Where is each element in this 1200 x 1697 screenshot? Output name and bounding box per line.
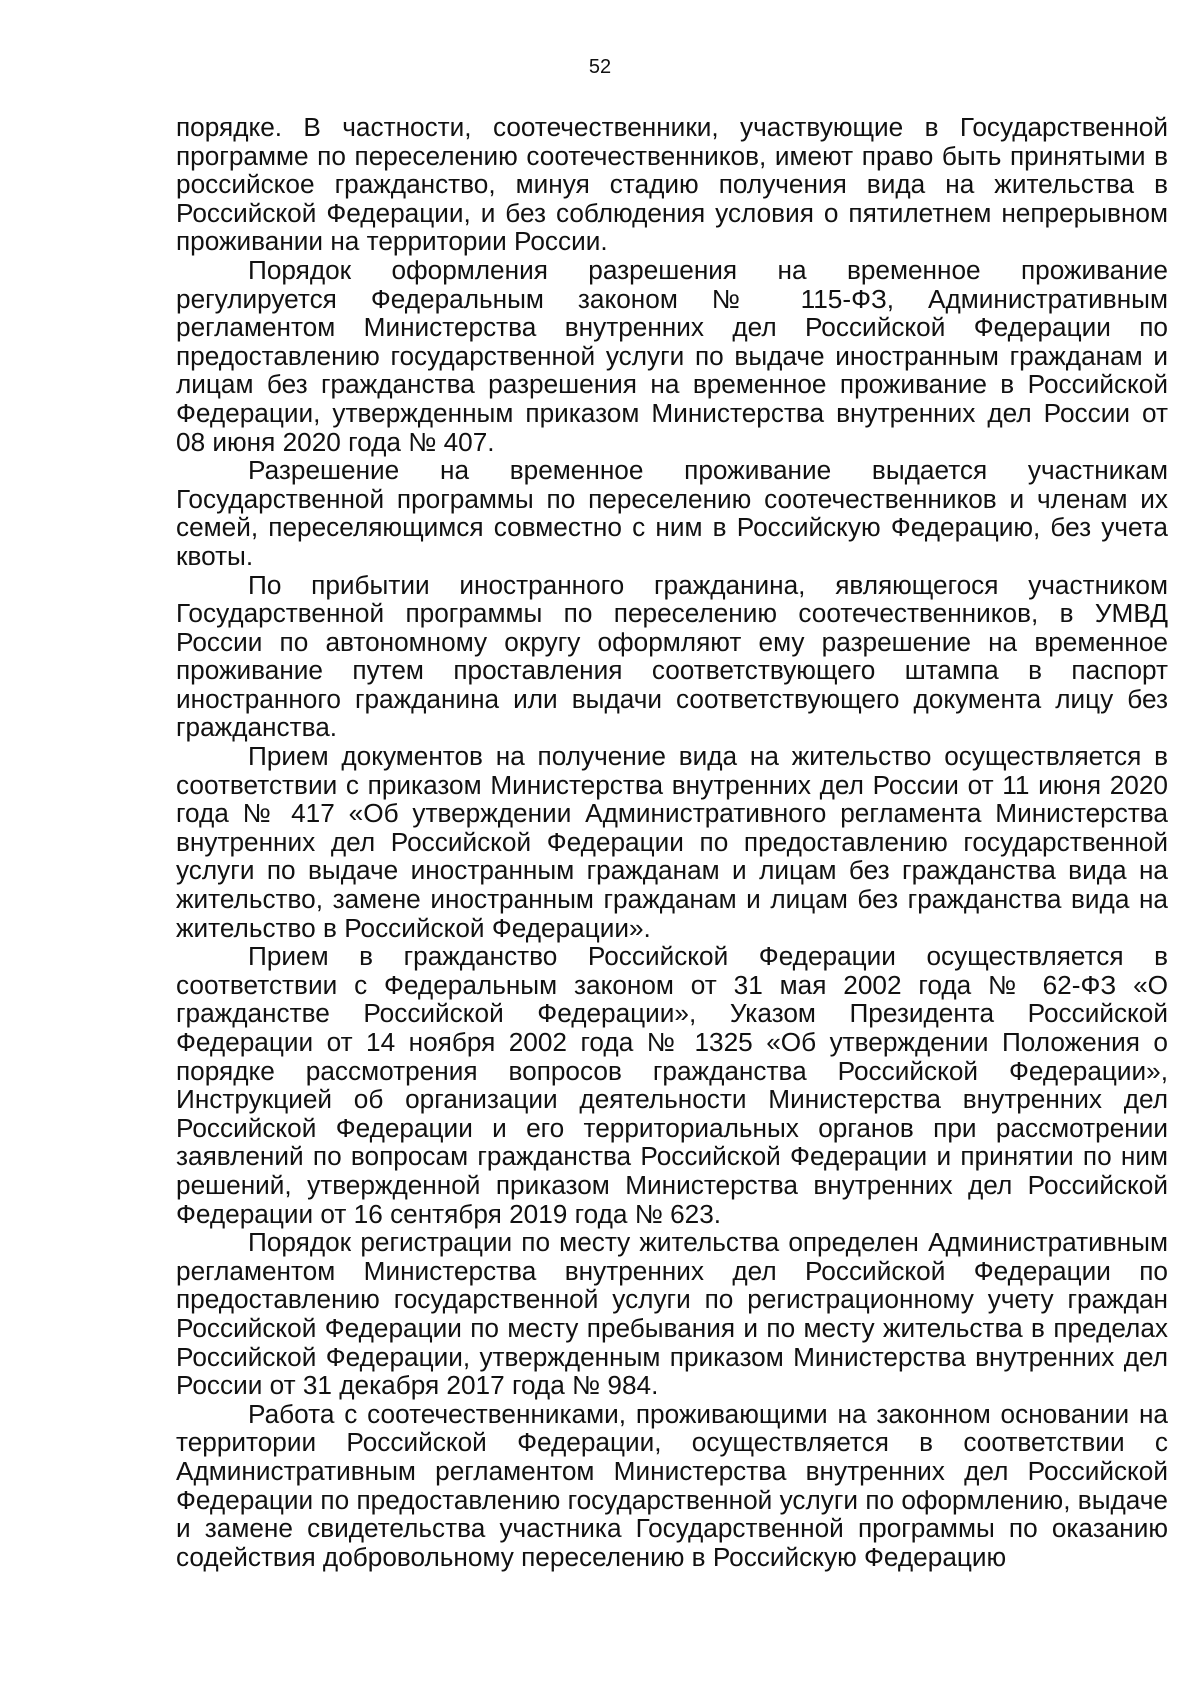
- page-number: 52: [588, 56, 612, 78]
- paragraph-2: Порядок оформления разрешения на временное проживание регулируется Федеральным законом № 115-ФЗ, Административным регламентом Министерства внутренних дел Российской Федерации по предоставлению государственной услуги по выдаче иностранным гражданам и лицам без гражданства разрешения на временное проживание в Российской Федерации, утвержденным приказом Министерства внутренних дел России от 08 июня 2020 года № 407.: [176, 254, 1168, 457]
- paragraph-4: По прибытии иностранного гражданина, являющегося участником Государственной программы по переселению соотечественников, в УМВД России по автономному округу оформляют ему разрешение на временное проживание путем проставления соответствующего штампа в паспорт иностранного гражданина или выдачи соответствующего документа лицу без гражданства.: [176, 569, 1168, 743]
- document-body: [176, 113, 1168, 1571]
- paragraph-7: Порядок регистрации по месту жительства определен Административным регламентом Министерства внутренних дел Российской Федерации по предоставлению государственной услуги по регистрационному учету граждан Российской Федерации по месту пребывания и по месту жительства в пределах Российской Федерации, утвержденным приказом Министерства внутренних дел России от 31 декабря 2017 года № 984.: [176, 1227, 1168, 1401]
- paragraph-1: порядке. В частности, соотечественники, участвующие в Государственной программе по переселению соотечественников, имеют право быть принятыми в российское гражданство, минуя стадию получения вида на жительства в Российской Федерации, и без соблюдения условия о пятилетнем непрерывном проживании на территории России.: [176, 112, 1168, 257]
- paragraph-5: Прием документов на получение вида на жительство осуществляется в соответствии с приказом Министерства внутренних дел России от 11 июня 2020 года № 417 «Об утверждении Административного регламента Министерства внутренних дел Российской Федерации по предоставлению государственной услуги по выдаче иностранным гражданам и лицам без гражданства вида на жительство, замене иностранным гражданам и лицам без гражданства вида на жительство в Российской Федерации».: [176, 741, 1168, 943]
- paragraph-3: Разрешение на временное проживание выдается участникам Государственной программы по переселению соотечественников и членам их семей, переселяющимся совместно с ним в Российскую Федерацию, без учета квоты.: [176, 455, 1168, 571]
- paragraph-8: Работа с соотечественниками, проживающими на законном основании на территории Российской Федерации, осуществляется в соответствии с Административным регламентом Министерства внутренних дел Российской Федерации по предоставлению государственной услуги по оформлению, выдаче и замене свидетельства участника Государственной программы по оказанию содействия добровольному переселению в Российскую Федерацию: [176, 1398, 1168, 1572]
- paragraph-6: Прием в гражданство Российской Федерации осуществляется в соответствии с Федеральным законом от 31 мая 2002 года № 62-ФЗ «О гражданстве Российской Федерации», Указом Президента Российской Федерации от 14 ноября 2002 года № 1325 «Об утверждении Положения о порядке рассмотрения вопросов гражданства Российской Федерации», Инструкцией об организации деятельности Министерства внутренних дел Российской Федерации и его территориальных органов при рассмотрении заявлений по вопросам гражданства Российской Федерации и принятии по ним решений, утвержденной приказом Министерства внутренних дел Российской Федерации от 16 сентября 2019 года № 623.: [176, 941, 1168, 1229]
